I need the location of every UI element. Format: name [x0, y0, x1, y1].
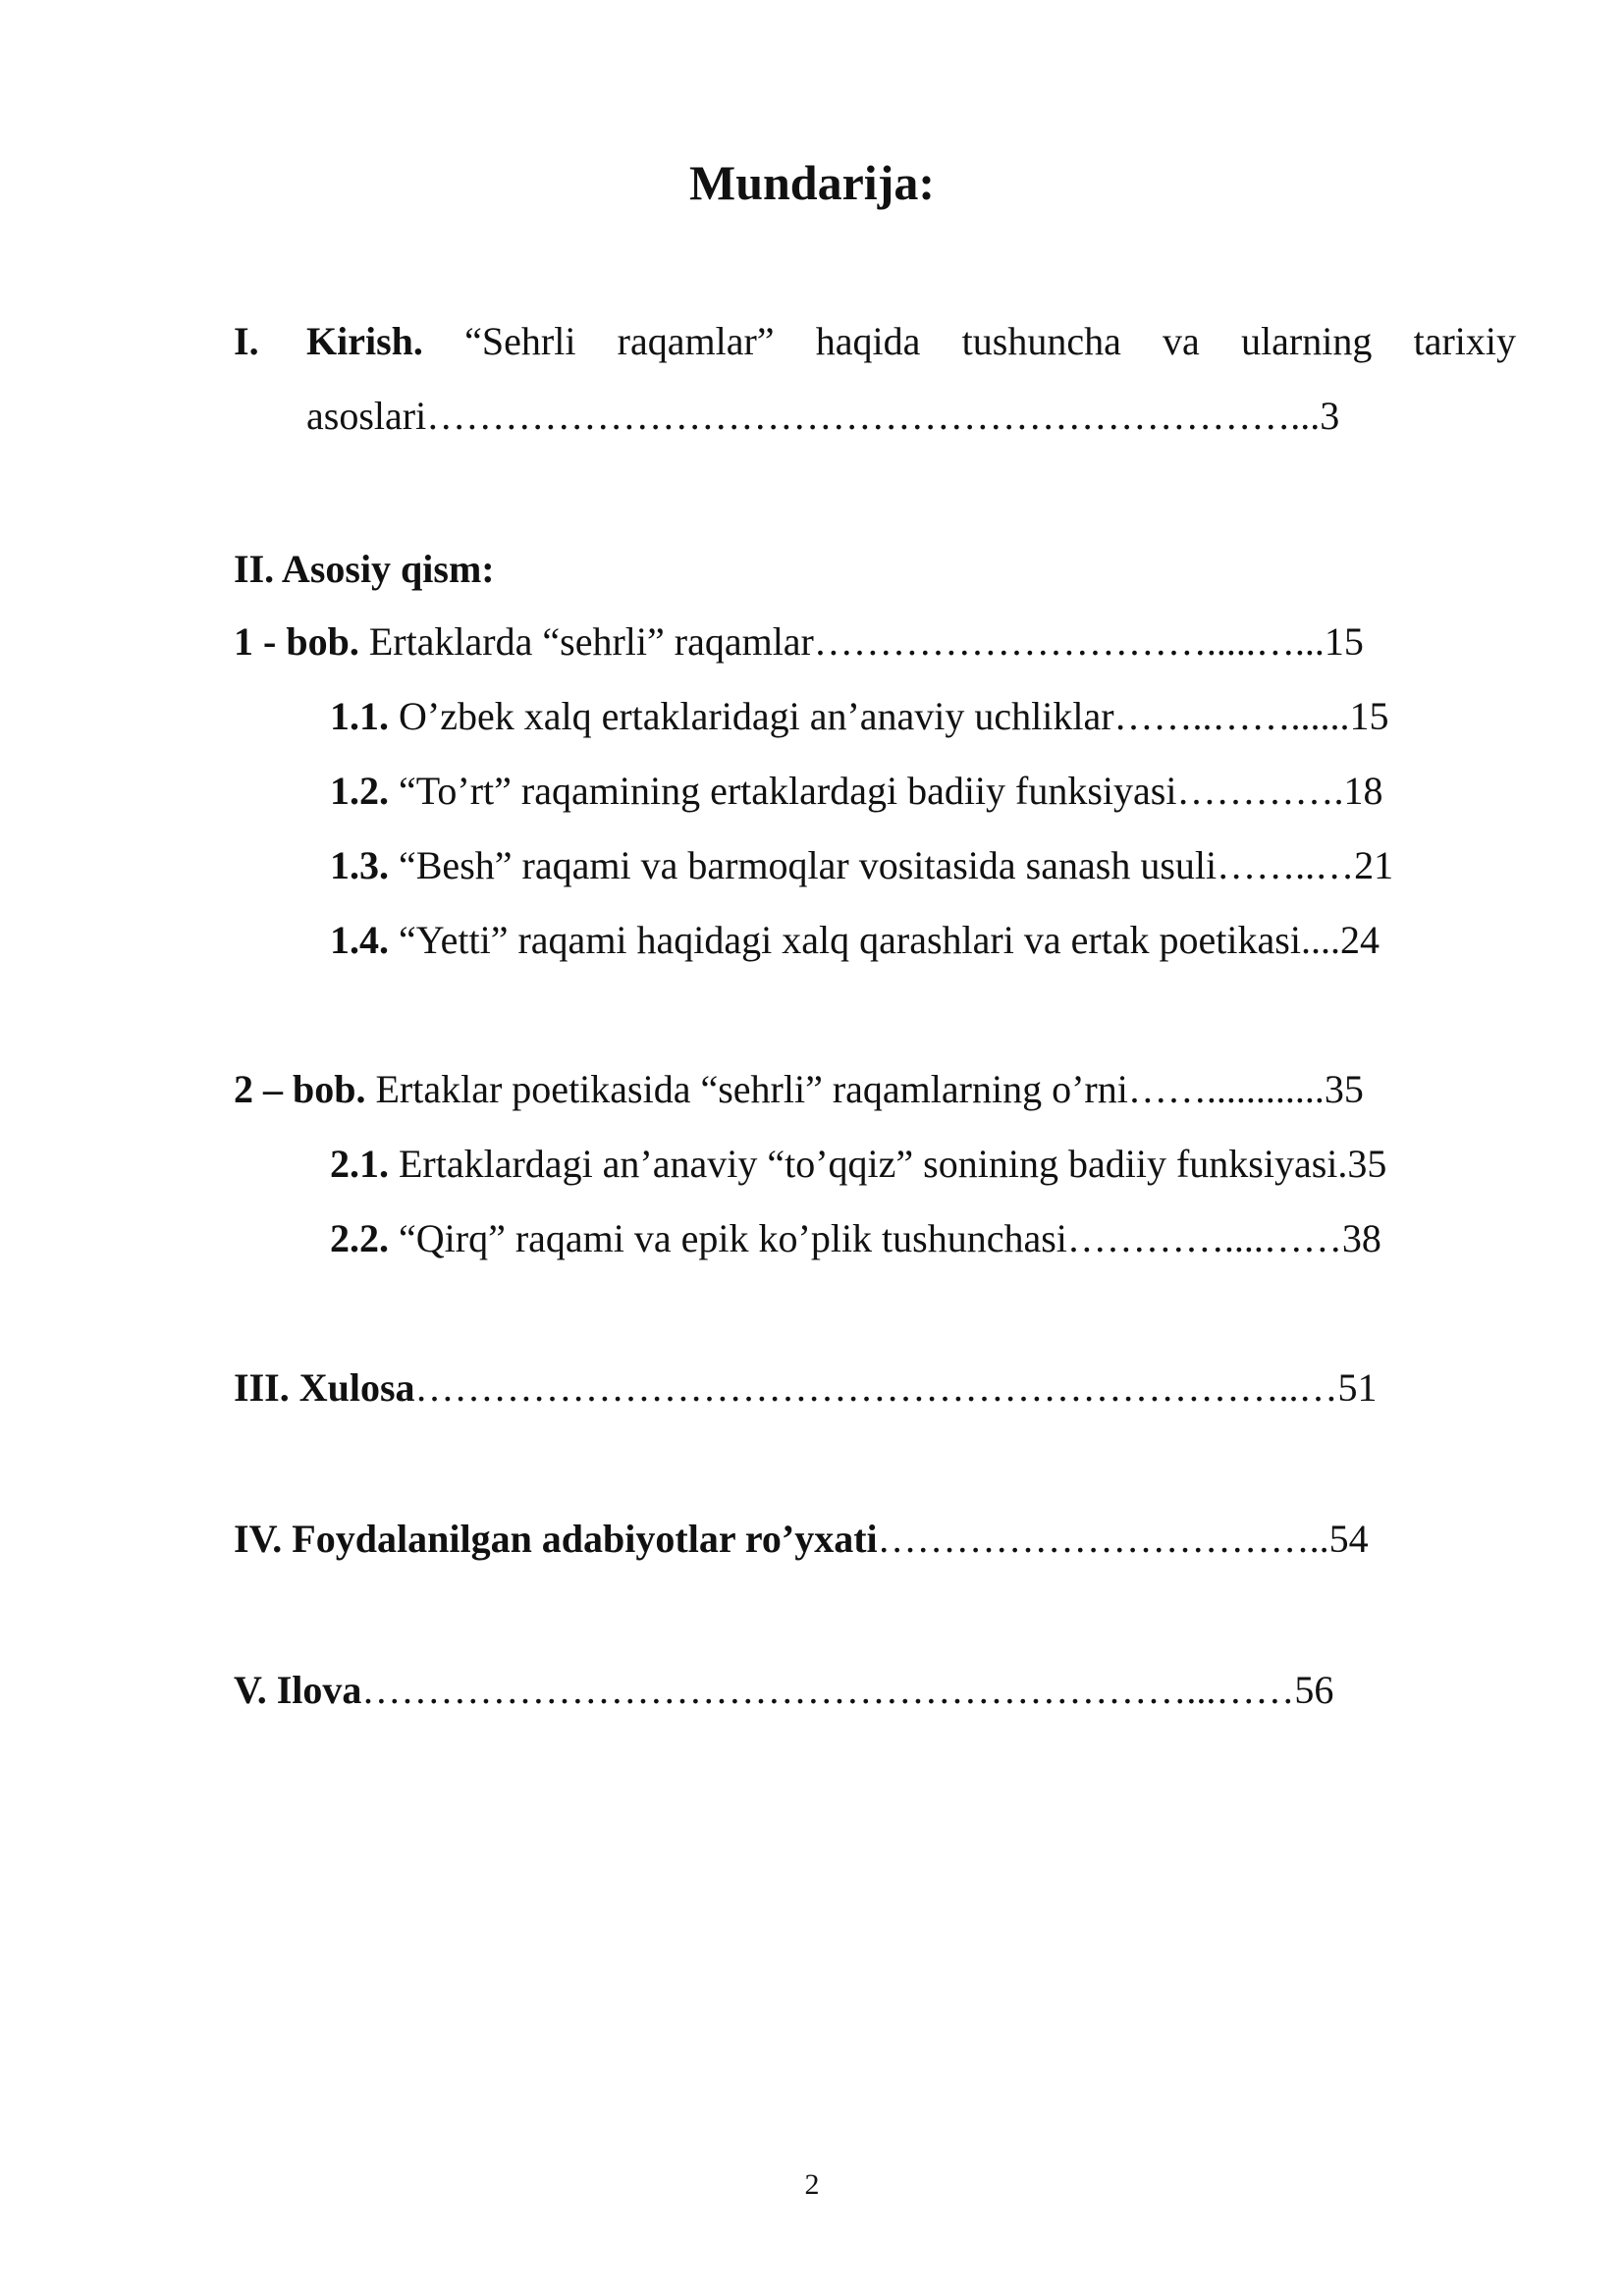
toc-item-text: O’zbek xalq ertaklaridagi an’anaviy uchliklar……..……......15 — [389, 694, 1389, 738]
page-title: Mundarija: — [689, 155, 935, 210]
toc-chapter1-text: Ertaklarda “sehrli” raqamlar………………………….....…...15 — [358, 619, 1364, 664]
toc-item-text: “To’rt” raqamining ertaklardagi badiiy funksiyasi………….18 — [389, 769, 1383, 813]
toc-chapter2-text: Ertaklar poetikasida “sehrli” raqamlarning o’rni……............35 — [365, 1067, 1364, 1111]
toc-item-2-2[interactable] — [330, 1213, 1516, 1264]
toc-conclusion[interactable] — [234, 1362, 1516, 1414]
toc-appendix-leader: ………………………………………………………...……56 — [361, 1668, 1334, 1712]
toc-intro-line2[interactable]: asoslari…………………………………………………………...3 — [306, 394, 1340, 438]
toc-item-number: 1.1. — [330, 694, 389, 738]
toc-item-number: 1.3. — [330, 843, 389, 887]
toc-item-1-4[interactable] — [330, 915, 1516, 966]
toc-item-2-1[interactable] — [330, 1139, 1516, 1190]
toc-part2-heading[interactable] — [234, 544, 1516, 595]
toc-intro-text: “Sehrli raqamlar” haqida tushuncha va ularning tarixiy — [422, 319, 1516, 363]
toc-item-text: Ertaklardagi an’anaviy “to’qqiz” sonining badiiy funksiyasi.35 — [389, 1142, 1387, 1186]
toc-item-1-1[interactable] — [330, 691, 1516, 742]
toc-conclusion-label: III. Xulosa — [234, 1365, 415, 1410]
toc-item-text: “Yetti” raqami haqidagi xalq qarashlari va ertak poetikasi....24 — [389, 918, 1380, 962]
toc-item-number: 1.2. — [330, 769, 389, 813]
toc-item-text: “Qirq” raqami va epik ko’plik tushunchasi…………....……38 — [389, 1216, 1381, 1260]
toc-item-number: 2.1. — [330, 1142, 389, 1186]
toc-intro-number: I. — [234, 319, 259, 363]
toc-item-number: 2.2. — [330, 1216, 389, 1260]
toc-item-text: “Besh” raqami va barmoqlar vositasida sanash usuli……..…21 — [389, 843, 1394, 887]
toc-part2-heading-text: II. Asosiy qism: — [234, 547, 495, 591]
toc-appendix-label: V. Ilova — [234, 1668, 362, 1712]
toc-conclusion-leader: …………………………………………………………..…51 — [414, 1365, 1378, 1410]
toc-appendix[interactable] — [234, 1665, 1516, 1716]
toc-references[interactable] — [234, 1514, 1516, 1565]
toc-references-label: IV. Foydalanilgan adabiyotlar ro’yxati — [234, 1517, 878, 1561]
toc-chapter2-label: 2 – bob. — [234, 1067, 366, 1111]
toc-item-number: 1.4. — [330, 918, 389, 962]
toc-item-1-2[interactable] — [330, 766, 1516, 817]
toc-intro-line1[interactable] — [306, 316, 1516, 367]
toc-item-1-3[interactable] — [330, 840, 1516, 891]
toc-intro-label: Kirish. — [306, 319, 423, 363]
toc-chapter1[interactable] — [234, 616, 1516, 667]
toc-chapter2[interactable] — [234, 1064, 1516, 1115]
page-number: 2 — [804, 2168, 820, 2201]
toc-chapter1-label: 1 - bob. — [234, 619, 359, 664]
toc-references-leader: ……………………………..54 — [877, 1517, 1369, 1561]
